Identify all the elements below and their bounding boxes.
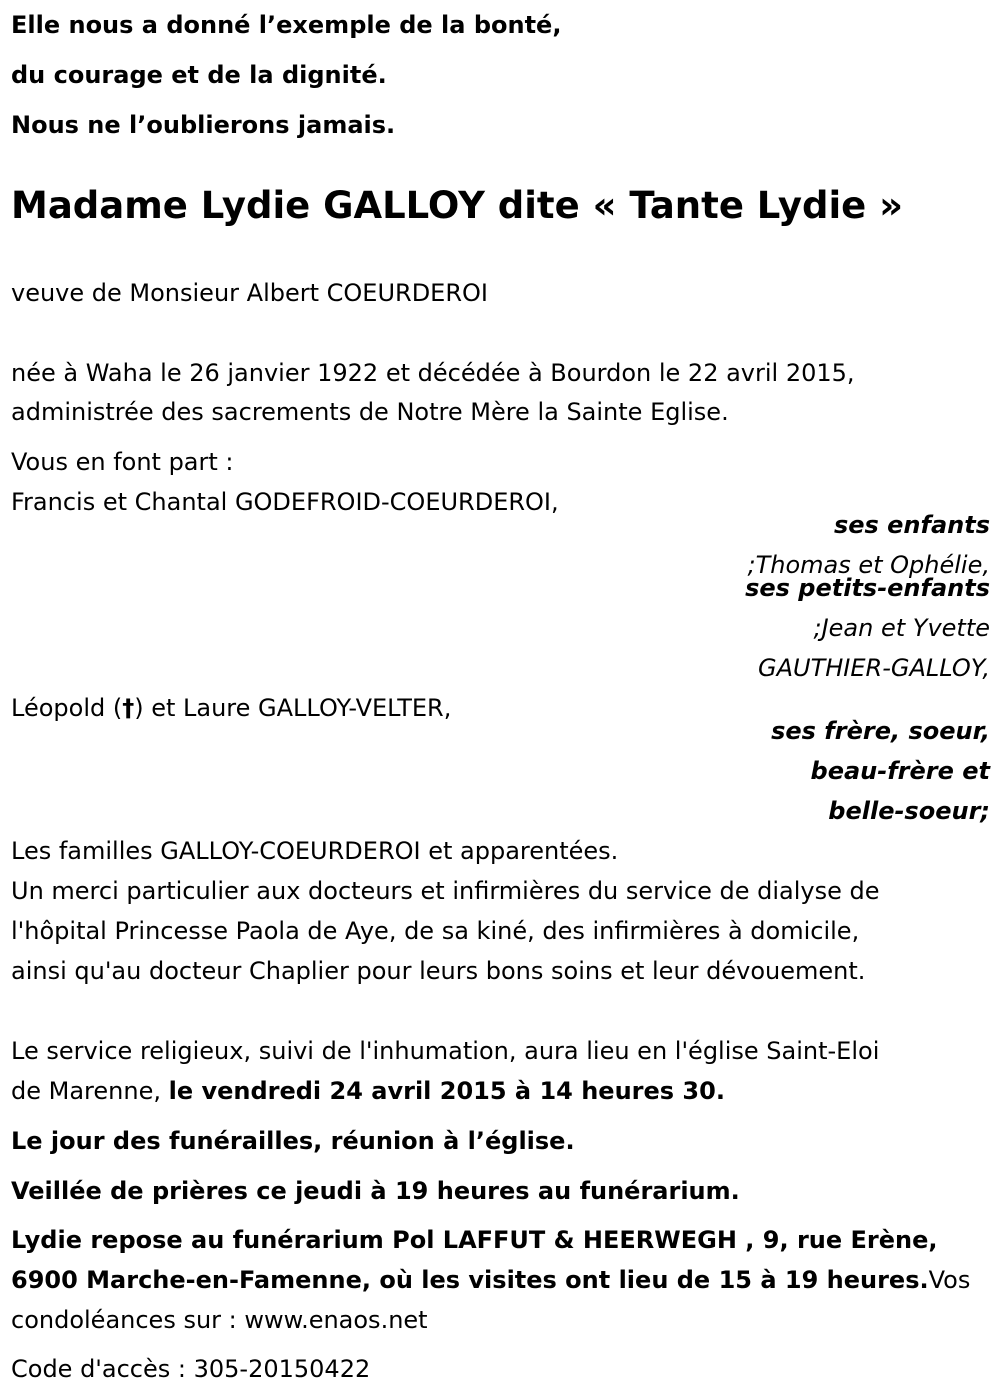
- sibling-names: [11, 693, 451, 723]
- deceased-name: Madame Lydie GALLOY dite « Tante Lydie »: [11, 184, 904, 227]
- children-role: ses enfants: [833, 511, 990, 539]
- service-date: le vendredi 24 avril 2015 à 14 heures 30.: [168, 1077, 725, 1105]
- widow-of: veuve de Monsieur Albert COEURDEROI: [11, 279, 488, 307]
- thanks-line-2: l'hôpital Princesse Paola de Aye, de sa kiné, des infirmières à domicile,: [11, 917, 860, 945]
- rest-line-2: [11, 1265, 970, 1295]
- epitaph-line-1: Elle nous a donné l’exemple de la bonté,: [11, 11, 562, 39]
- grandchildren-names: ;Thomas et Ophélie,: [747, 551, 990, 579]
- thanks-line-1: Un merci particulier aux docteurs et infirmières du service de dialyse de: [11, 877, 880, 905]
- service-line-1: Le service religieux, suivi de l'inhumation, aura lieu en l'église Saint-Eloi: [11, 1037, 880, 1065]
- service-place: de Marenne,: [11, 1077, 169, 1105]
- condolences: condoléances sur : www.enaos.net: [11, 1306, 428, 1334]
- inlaws-line-1: ;Jean et Yvette: [813, 614, 990, 642]
- sibling-name-before: Léopold (: [11, 694, 123, 722]
- sibling-role-line-2: beau-frère et: [810, 757, 990, 785]
- cross-icon: †: [122, 694, 135, 722]
- epitaph-line-3: Nous ne l’oublierons jamais.: [11, 111, 396, 139]
- grandchildren-role: ses petits-enfants: [745, 574, 990, 602]
- sibling-role-line-3: belle-soeur;: [828, 797, 990, 825]
- rest-line-1: Lydie repose au funérarium Pol LAFFUT & HEERWEGH , 9, rue Erène,: [11, 1226, 938, 1254]
- thanks-line-3: ainsi qu'au docteur Chaplier pour leurs bons soins et leur dévouement.: [11, 957, 866, 985]
- inlaws-line-2: GAUTHIER-GALLOY,: [758, 654, 990, 682]
- meeting: Le jour des funérailles, réunion à l’église.: [11, 1127, 575, 1155]
- rest-tail: Vos: [928, 1266, 971, 1294]
- access-code: Code d'accès : 305-20150422: [11, 1355, 371, 1383]
- vigil: Veillée de prières ce jeudi à 19 heures au funérarium.: [11, 1177, 740, 1205]
- sacraments: administrée des sacrements de Notre Mère la Sainte Eglise.: [11, 398, 729, 426]
- service-line-2: [11, 1076, 725, 1106]
- epitaph-line-2: du courage et de la dignité.: [11, 61, 387, 89]
- rest-address: 6900 Marche-en-Famenne, où les visites ont lieu de 15 à 19 heures.: [11, 1266, 929, 1294]
- announce-intro: Vous en font part :: [11, 448, 234, 476]
- families: Les familles GALLOY-COEURDEROI et apparentées.: [11, 837, 619, 865]
- sibling-role-line-1: ses frère, soeur,: [771, 717, 990, 745]
- children-names: Francis et Chantal GODEFROID-COEURDEROI,: [11, 488, 559, 516]
- birth-death: née à Waha le 26 janvier 1922 et décédée à Bourdon le 22 avril 2015,: [11, 359, 855, 387]
- sibling-name-after: ) et Laure GALLOY-VELTER,: [134, 694, 452, 722]
